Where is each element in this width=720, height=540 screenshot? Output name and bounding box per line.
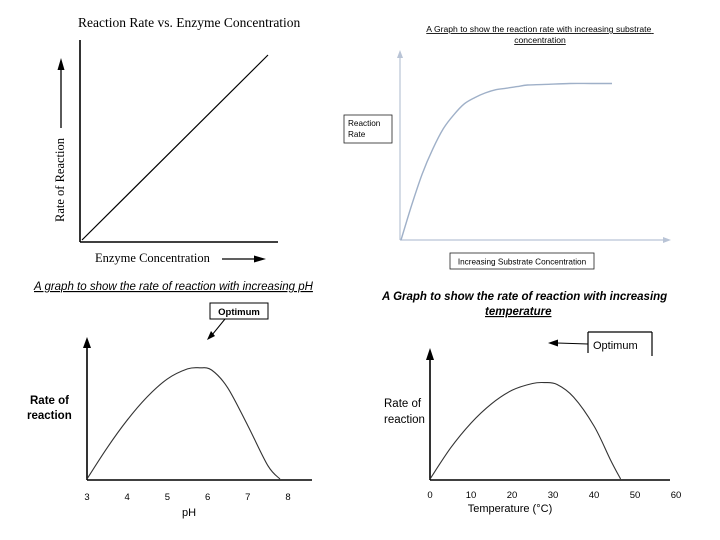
x-axis-label: Increasing Substrate Concentration (457, 257, 587, 267)
x-axis-label: pH (181, 507, 197, 519)
x-tick-label: 3 (84, 492, 90, 503)
y-axis-label: Rate of Reaction (53, 138, 67, 222)
chart-title: A Graph to show the reaction rate with increasing substrate concentration (426, 24, 652, 45)
rate-curve (430, 382, 621, 479)
optimum-arrow (212, 319, 225, 335)
x-tick-label: 50 (629, 490, 641, 501)
x-axis-label: Temperature (°C) (467, 503, 553, 515)
chart-title: A Graph to show the rate of reaction with increasing temperature (382, 291, 668, 318)
optimum-label: Optimum (218, 307, 260, 318)
rate-curve (401, 83, 612, 240)
x-label-arrowhead (254, 256, 266, 263)
y-axis-label: Rate of reaction (27, 395, 72, 422)
x-tick-label: 10 (465, 490, 477, 501)
rate-line (82, 55, 268, 240)
x-tick-label: 8 (285, 492, 291, 503)
chart-ph (0, 270, 360, 540)
rate-curve (87, 368, 280, 479)
y-axis-arrowhead (397, 50, 403, 58)
chart-title: A graph to show the rate of reaction with increasing pH (34, 281, 313, 293)
optimum-arrow (557, 343, 588, 344)
x-tick-label: 60 (670, 490, 682, 501)
x-tick-label: 20 (506, 490, 518, 501)
y-axis-label: Reaction Rate (348, 119, 381, 139)
x-tick-labels (427, 490, 681, 501)
x-tick-labels (84, 492, 290, 503)
x-tick-label: 6 (204, 492, 211, 503)
chart-substrate-concentration (340, 0, 720, 280)
optimum-label: Optimum (593, 340, 638, 352)
x-tick-label: 4 (124, 492, 130, 503)
x-tick-label: 40 (588, 490, 600, 501)
x-tick-label: 7 (245, 492, 251, 503)
optimum-arrowhead (548, 340, 558, 347)
chart-enzyme-concentration (0, 0, 360, 270)
y-label-arrowhead (58, 58, 65, 70)
x-axis-label: Enzyme Concentration (95, 251, 210, 265)
x-tick-label: 0 (427, 490, 433, 501)
y-axis-arrowhead (83, 337, 91, 348)
x-tick-label: 5 (164, 492, 171, 503)
x-tick-label: 30 (547, 490, 559, 501)
chart-temperature (360, 270, 720, 540)
chart-title: Reaction Rate vs. Enzyme Concentration (78, 15, 301, 30)
y-axis-arrowhead (426, 348, 434, 360)
y-axis-label: Rate of reaction (384, 398, 425, 426)
x-axis-arrowhead (663, 237, 671, 243)
